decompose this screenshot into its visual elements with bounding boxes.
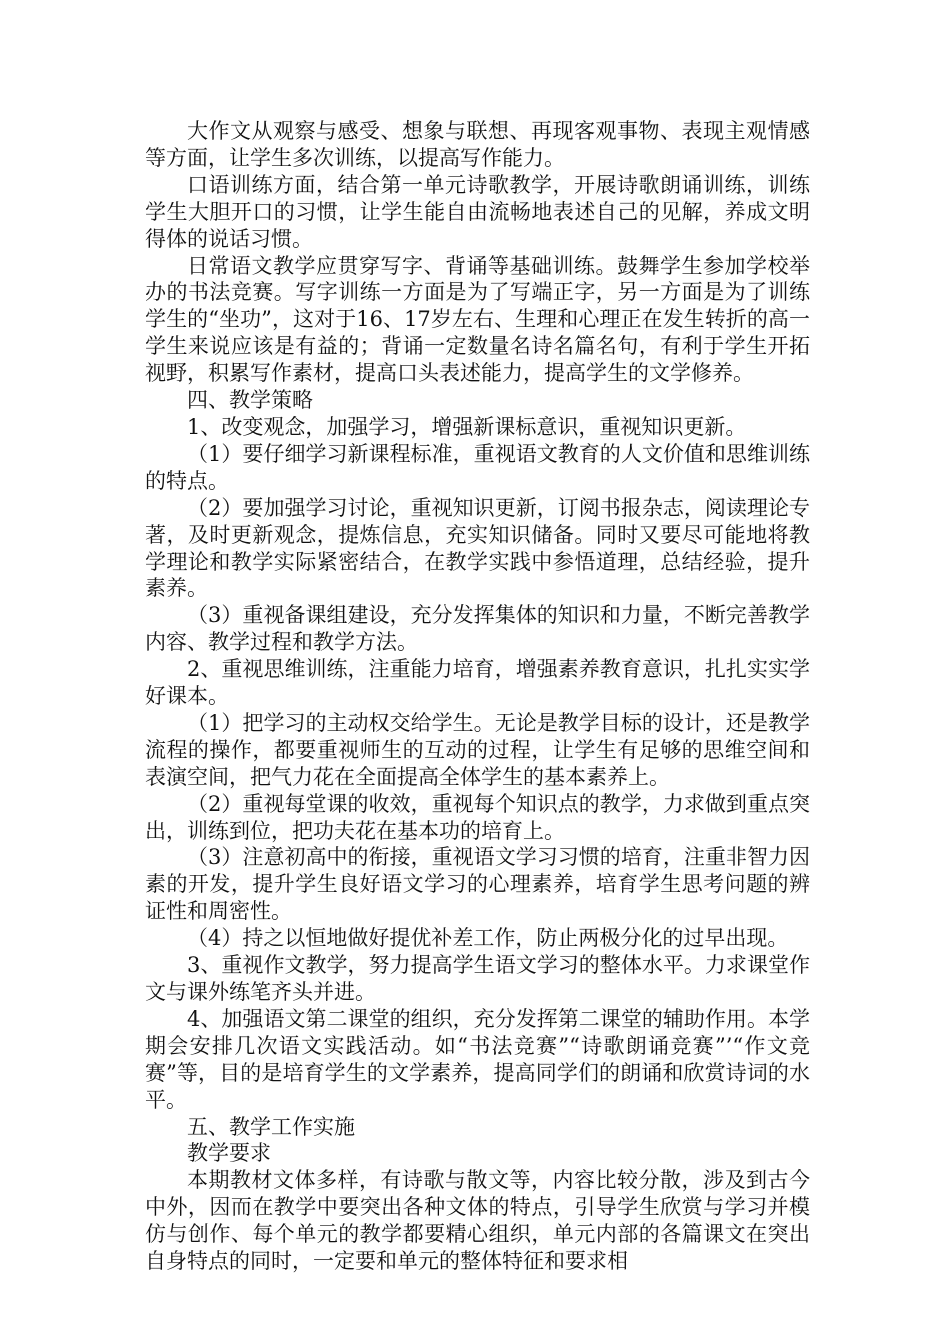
document-body bbox=[145, 118, 810, 1275]
strategy-item-4: 4、加强语文第二课堂的组织，充分发挥第二课堂的辅助作用。本学期会安排几次语文实践活动。如“书法竞赛”“诗歌朗诵竞赛”’“作文竞赛”等，目的是培育学生的文学素养，提高同学们的朗诵和欣赏诗词的水平。 bbox=[145, 1006, 810, 1112]
strategy-item-1-3: （3）重视备课组建设，充分发挥集体的知识和力量，不断完善教学内容、教学过程和教学方法。 bbox=[145, 603, 810, 655]
section-heading-implementation: 五、教学工作实施 bbox=[187, 1114, 355, 1139]
strategy-item-3: 3、重视作文教学，努力提高学生语文学习的整体水平。力求课堂作文与课外练笔齐头并进。 bbox=[145, 953, 810, 1004]
paragraph-textbook-overview: 本期教材文体多样，有诗歌与散文等，内容比较分散，涉及到古今中外，因而在教学中要突出各种文体的特点，引导学生欣赏与学习并模仿与创作、每个单元的教学都要精心组织，单元内部的各篇课文在突出自身特点的同时，一定要和单元的整体特征和要求相 bbox=[145, 1168, 810, 1274]
strategy-item-1-2: （2）要加强学习讨论，重视知识更新，订阅书报杂志，阅读理论专著，及时更新观念，提炼信息，充实知识储备。同时又要尽可能地将教学理论和教学实际紧密结合，在教学实践中参悟道理，总结经验，提升素养。 bbox=[145, 495, 810, 601]
strategy-item-2-3: （3）注意初高中的衔接，重视语文学习习惯的培育，注重非智力因素的开发，提升学生良好语文学习的心理素养，培育学生思考问题的辨证性和周密性。 bbox=[145, 845, 810, 924]
strategy-item-2-1: （1）把学习的主动权交给学生。无论是教学目标的设计，还是教学流程的操作，都要重视师生的互动的过程，让学生有足够的思维空间和表演空间，把气力花在全面提高全体学生的基本素养上。 bbox=[145, 710, 810, 789]
subheading-teaching-requirements: 教学要求 bbox=[187, 1141, 271, 1166]
paragraph-oral-training: 口语训练方面，结合第一单元诗歌教学，开展诗歌朗诵训练，训练学生大胆开口的习惯，让学生能自由流畅地表述自己的见解，养成文明得体的说话习惯。 bbox=[145, 172, 810, 251]
strategy-item-2-4: （4）持之以恒地做好提优补差工作，防止两极分化的过早出现。 bbox=[187, 926, 789, 951]
section-heading-strategy: 四、教学策略 bbox=[187, 388, 313, 413]
strategy-item-1: 1、改变观念，加强学习，增强新课标意识，重视知识更新。 bbox=[187, 414, 747, 439]
strategy-item-2-2: （2）重视每堂课的收效，重视每个知识点的教学，力求做到重点突出，训练到位，把功夫花在基本功的培育上。 bbox=[145, 791, 810, 843]
paragraph-daily-training: 日常语文教学应贯穿写字、背诵等基础训练。鼓舞学生参加学校举办的书法竞赛。写字训练一方面是为了写端正字，另一方面是为了训练学生的“坐功”，这对于16、17岁左右、生理和心理正在发生转折的高一学生来说应该是有益的；背诵一定数量名诗名篇名句，有利于学生开拓视野，积累写作素材，提高口头表述能力，提高学生的文学修养。 bbox=[145, 253, 810, 386]
paragraph-composition: 大作文从观察与感受、想象与联想、再现客观事物、表现主观情感等方面，让学生多次训练，以提高写作能力。 bbox=[145, 119, 810, 170]
strategy-item-2: 2、重视思维训练，注重能力培育，增强素养教育意识，扎扎实实学好课本。 bbox=[145, 657, 810, 709]
strategy-item-1-1: （1）要仔细学习新课程标准，重视语文教育的人文价值和思维训练的特点。 bbox=[145, 441, 810, 493]
